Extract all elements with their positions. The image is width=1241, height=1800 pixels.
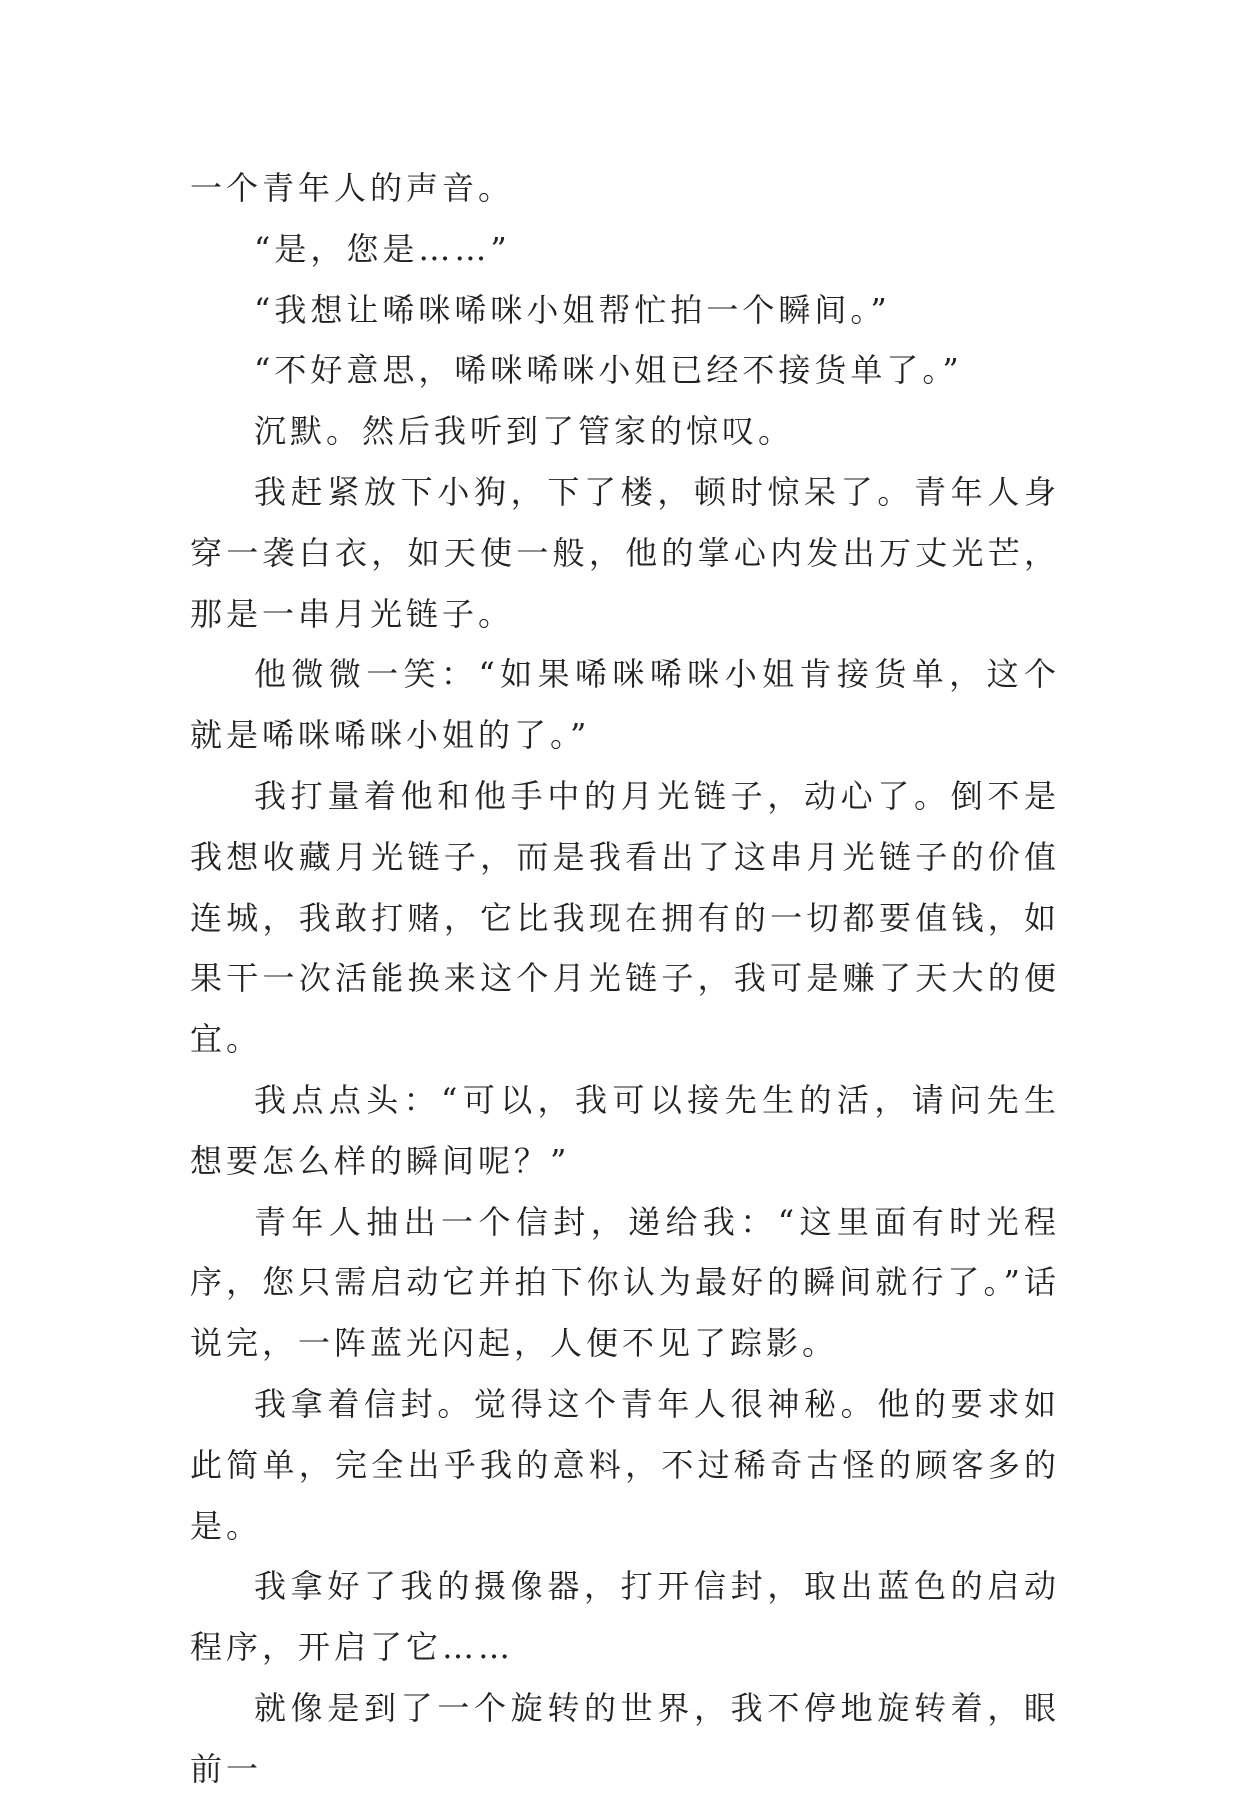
paragraph-6: 我赶紧放下小狗，下了楼，顿时惊呆了。青年人身穿一袭白衣，如天使一般，他的掌心内发出万丈光芒，那是一串月光链子。	[190, 472, 1060, 633]
paragraph-8: 我打量着他和他手中的月光链子，动心了。倒不是我想收藏月光链子，而是我看出了这串月光链子的价值连城，我敢打赌，它比我现在拥有的一切都要值钱，如果干一次活能换来这个月光链子，我可是赚了天大的便宜。	[190, 776, 1060, 1059]
paragraph-10: 青年人抽出一个信封，递给我：“这里面有时光程序，您只需启动它并拍下你认为最好的瞬间就行了。”话说完，一阵蓝光闪起，人便不见了踪影。	[190, 1202, 1060, 1363]
paragraph-9: 我点点头：“可以，我可以接先生的活，请问先生想要怎么样的瞬间呢？”	[190, 1080, 1060, 1180]
paragraph-12: 我拿好了我的摄像器，打开信封，取出蓝色的启动程序，开启了它……	[190, 1567, 1060, 1667]
paragraph-11: 我拿着信封。觉得这个青年人很神秘。他的要求如此简单，完全出乎我的意料，不过稀奇古怪的顾客多的是。	[190, 1384, 1060, 1545]
paragraph-13: 就像是到了一个旋转的世界，我不停地旋转着，眼前一	[190, 1688, 1060, 1788]
paragraph-7: 他微微一笑：“如果唏咪唏咪小姐肯接货单，这个就是唏咪唏咪小姐的了。”	[190, 655, 1060, 755]
paragraph-3: “我想让唏咪唏咪小姐帮忙拍一个瞬间。”	[254, 290, 891, 329]
paragraph-4: “不好意思，唏咪唏咪小姐已经不接货单了。”	[254, 351, 963, 390]
paragraph-2: “是，您是……”	[254, 229, 511, 268]
paragraph-1: 一个青年人的声音。	[190, 169, 515, 207]
body-text	[190, 158, 1060, 1800]
paragraph-5: 沉默。然后我听到了管家的惊叹。	[254, 412, 795, 451]
